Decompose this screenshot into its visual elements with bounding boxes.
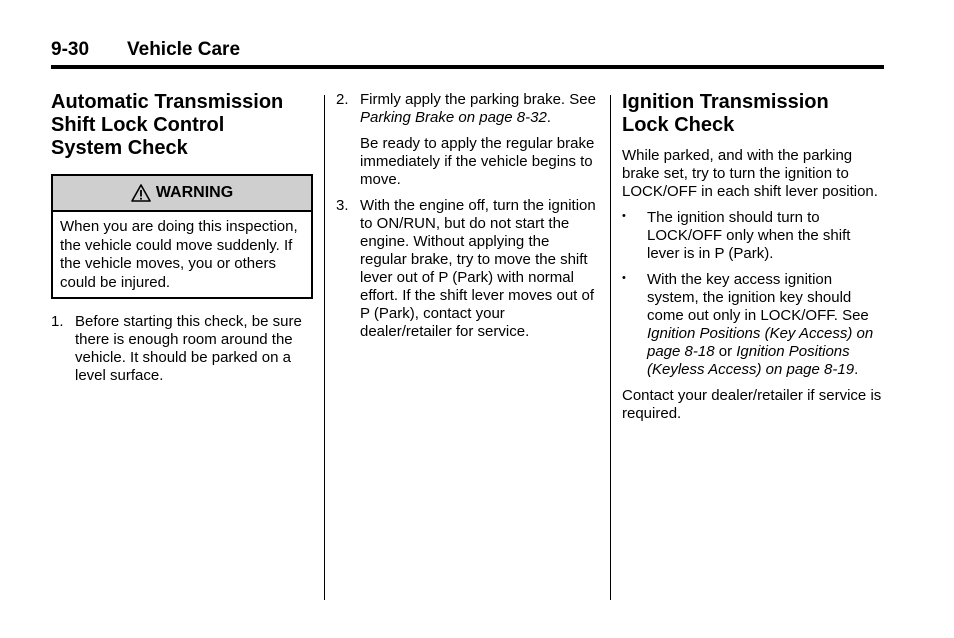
column-divider-2 <box>610 95 611 600</box>
step-text-end: . <box>546 109 551 126</box>
step-1 <box>51 313 313 385</box>
column-divider-1 <box>324 95 325 600</box>
warning-title: WARNING <box>155 184 234 201</box>
bullet-item <box>622 271 884 379</box>
bullet-text-end: . <box>854 361 859 378</box>
heading-ignition-transmission-lock <box>622 91 884 137</box>
step-number: 2. <box>336 91 349 108</box>
step-2 <box>336 91 598 189</box>
step-number: 3. <box>336 197 349 214</box>
column-2 <box>336 91 598 341</box>
bullet-item <box>622 209 884 263</box>
cross-reference-link[interactable]: Parking Brake on page 8-32 <box>360 109 547 126</box>
bullet-text: or <box>714 343 737 360</box>
heading-line: Automatic Transmission <box>51 91 284 113</box>
bullet-text: The ignition should turn to LOCK/OFF only when the shift lever is in P (Park). <box>647 209 851 262</box>
intro-paragraph: While parked, and with the parking brake set, try to turn the ignition to LOCK/OFF in each shift lever position. <box>622 147 878 200</box>
bullet-marker: • <box>622 272 626 284</box>
cross-reference-link[interactable]: Ignition Positions (Keyless Access) on page 8-19 <box>647 343 855 378</box>
step-text: Before starting this check, be sure there is enough room around the vehicle. It should be parked on a level surface. <box>75 313 302 384</box>
step-3 <box>336 197 598 341</box>
column-1 <box>51 88 313 385</box>
warning-text: When you are doing this inspection, the vehicle could move suddenly. If the vehicle moves, you or others could be injured. <box>60 218 298 291</box>
column-3 <box>622 88 884 423</box>
section-title: Vehicle Care <box>127 39 241 60</box>
step-text: Firmly apply the parking brake. See <box>360 91 596 108</box>
heading-line: Lock Check <box>622 114 735 136</box>
step-text: With the engine off, turn the ignition to ON/RUN, but do not start the engine. Without applying the regular brake, try to move the shift lever out of P (Park) with normal effort. If the shift lever moves out of P (Park), contact your dealer/retailer for service. <box>360 197 596 340</box>
warning-triangle-icon <box>131 184 151 202</box>
warning-box <box>51 174 313 299</box>
heading-line: Ignition Transmission <box>622 91 829 113</box>
step-note: Be ready to apply the regular brake immediately if the vehicle begins to move. <box>360 135 595 188</box>
page-number: 9-30 <box>51 39 90 60</box>
closing-paragraph: Contact your dealer/retailer if service is required. <box>622 387 882 422</box>
page-header <box>51 39 884 69</box>
heading-line: Shift Lock Control <box>51 114 225 136</box>
cross-reference-link[interactable]: Ignition Positions (Key Access) on page 8-18 <box>647 325 874 360</box>
heading-automatic-transmission-shift-lock <box>51 91 313 160</box>
warning-header <box>53 176 311 212</box>
step-number: 1. <box>51 313 64 330</box>
bullet-text: With the key access ignition system, the ignition key should come out only in LOCK/OFF. See <box>647 271 869 324</box>
heading-line: System Check <box>51 137 188 159</box>
bullet-marker: • <box>622 210 626 222</box>
